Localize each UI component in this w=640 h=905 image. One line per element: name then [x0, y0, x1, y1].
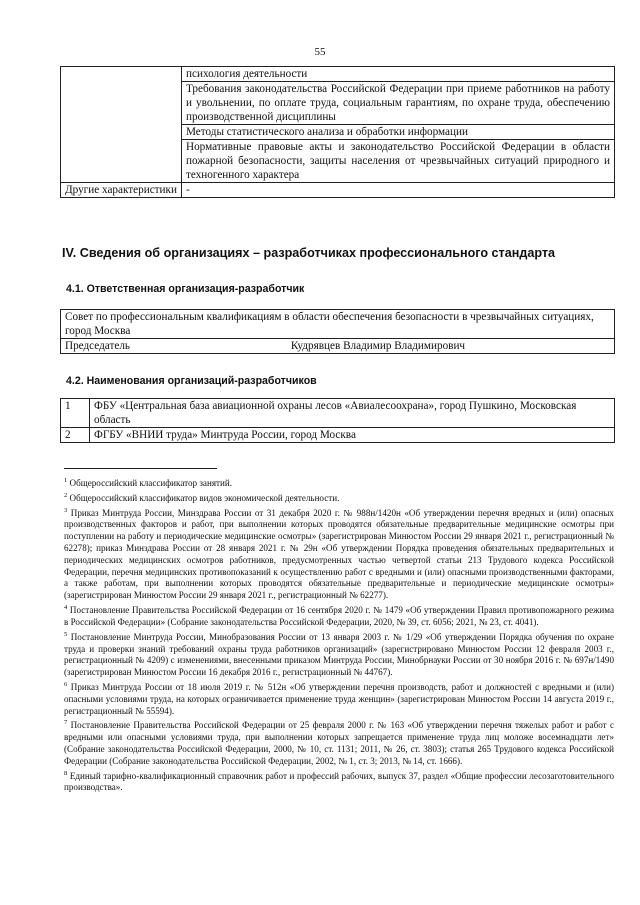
table-row — [61, 339, 615, 354]
table-cell-label — [61, 67, 182, 183]
footnote-text: Общероссийский классификатор видов экономической деятельности. — [69, 492, 340, 503]
organization-name: ФГБУ «ВНИИ труда» Минтруда России, город Москва — [90, 428, 615, 443]
footnote — [64, 602, 614, 629]
table-cell-value: Требования законодательства Российской Федерации при приеме работников на работу и увольнении, по оплате труда, социальным гарантиям, по охране труда, обеспечению производственной дисциплины — [182, 82, 615, 125]
table-cell-value: - — [182, 183, 615, 198]
footnote-text: Постановление Правительства Российской Федерации от 25 февраля 2000 г. № 163 «Об утверждении перечня тяжелых работ и работ с вредными или опасными условиями труда, при выполнении которых запрещается применение труда лиц моложе восемнадцати лет» (Собрание законодательства Российской Федерации, 2000, № 10, ст. 1131; 2011, № 26, ст. 3803); статья 265 Трудового кодекса Российской Федерации (Собрание законодательства Российской Федерации, 2002, № 1, ст. 3; 2013, № 14, ст. 1666). — [64, 720, 614, 766]
subsection-heading-responsible: 4.1. Ответственная организация-разработчик — [66, 283, 305, 295]
footnote-text: Приказ Минтруда России от 18 июля 2019 г. № 512н «Об утверждении перечня производств, работ и должностей с вредными и (или) опасными условиями труда, на которых ограничивается применение труда женщин» (зарегистрирован Минюстом России 14 августа 2019 г., регистрационный № 55594). — [64, 681, 614, 716]
footnote — [64, 505, 614, 602]
table-cell-value: Нормативные правовые акты и законодательство Российской Федерации в области пожарной безопасности, защиты населения от чрезвычайных ситуаций природного и техногенного характера — [182, 140, 615, 183]
subsection-heading-developers: 4.2. Наименования организаций-разработчиков — [66, 375, 317, 387]
table-row — [61, 399, 615, 428]
footnote — [64, 475, 614, 490]
organization-number: 2 — [61, 428, 90, 443]
developer-organizations-table — [60, 398, 615, 443]
footnote-text: Постановление Минтруда России, Минобразования России от 13 января 2003 г. № 1/29 «Об утверждении Порядка обучения по охране труда и проверки знаний требований охраны труда работников организаций» (зарегистрировано Минюстом России 12 февраля 2003 г., регистрационный № 4209) с изменениями, внесенными приказом Минтруда России, Минобрнауки России от 30 ноября 2016 г. № 697н/1490 (зарегистрирован Минюстом России 16 декабря 2016 г., регистрационный № 44767). — [64, 631, 614, 678]
footnote-number: 7 — [64, 719, 68, 727]
footnote-number: 2 — [64, 491, 68, 499]
footnote — [64, 629, 614, 679]
footnote — [64, 717, 614, 767]
table-row — [61, 183, 615, 198]
footnote-text: Общероссийский классификатор занятий. — [69, 478, 233, 489]
footnote-text: Приказ Минтруда России, Минздрава России от 31 декабря 2020 г. № 988н/1420н «Об утверждении перечня вредных и (или) опасных производственных факторов и работ, при выполнении которых проводятся обязательные предварительные медицинские осмотры при поступлении на работу и периодические медицинские осмотры» (зарегистрирован Минюстом России 29 января 2021 г., регистрационный № 62278); приказ Минздрава России от 28 января 2021 г. № 29н «Об утверждении Порядка проведения обязательных предварительных и периодических медицинских осмотров работников, предусмотренных частью четвертой статьи 213 Трудового кодекса Российской Федерации, перечня медицинских противопоказаний к осуществлению работ с вредными и (или) опасными производственными факторами, а также работам, при выполнении которых проводятся обязательные предварительные и периодические медицинские осмотры» (зарегистрирован Минюстом России 29 января 2021 г., регистрационный № 62277). — [64, 507, 614, 601]
footnote-number: 6 — [64, 680, 68, 688]
footnotes — [64, 475, 614, 794]
table-cell-label: Другие характеристики — [61, 183, 182, 198]
characteristics-table — [60, 66, 615, 198]
footnote-number: 1 — [64, 477, 68, 484]
footnote — [64, 679, 614, 717]
chair-name: Кудрявцев Владимир Владимирович — [290, 340, 466, 352]
table-row — [61, 67, 615, 82]
table-cell-value: Методы статистического анализа и обработки информации — [182, 125, 615, 140]
responsible-organization-table — [60, 309, 615, 354]
footnote-number: 8 — [64, 769, 68, 777]
table-cell-value: психология деятельности — [182, 67, 615, 82]
footnote — [64, 768, 614, 795]
organization-number: 1 — [61, 399, 90, 428]
table-row — [61, 310, 615, 339]
chair-role: Председатель — [65, 340, 131, 352]
footnote-divider — [64, 468, 217, 469]
organization-name: ФБУ «Центральная база авиационной охраны лесов «Авиалесоохрана», город Пушкино, Московская область — [90, 399, 615, 428]
footnote-number: 5 — [64, 630, 68, 638]
chair-row — [61, 339, 615, 354]
organization-name: Совет по профессиональным квалификациям в области обеспечения безопасности в чрезвычайных ситуациях, город Москва — [61, 310, 615, 339]
footnote-number: 3 — [64, 506, 68, 514]
section-heading: IV. Сведения об организациях – разработчиках профессионального стандарта — [62, 246, 556, 260]
table-row — [61, 428, 615, 443]
footnote-text: Постановление Правительства Российской Федерации от 16 сентября 2020 г. № 1479 «Об утверждении Правил противопожарного режима в Российской Федерации» (Собрание законодательства Российской Федерации, 2020, № 39, ст. 6056; 2021, № 23, ст. 4041). — [64, 605, 614, 627]
page-number: 55 — [314, 46, 326, 58]
footnote — [64, 490, 614, 505]
footnote-text: Единый тарифно-квалификационный справочник работ и профессий рабочих, выпуск 37, раздел «Общие профессии лесозаготовительного производства». — [64, 770, 615, 793]
footnote-number: 4 — [64, 604, 68, 612]
